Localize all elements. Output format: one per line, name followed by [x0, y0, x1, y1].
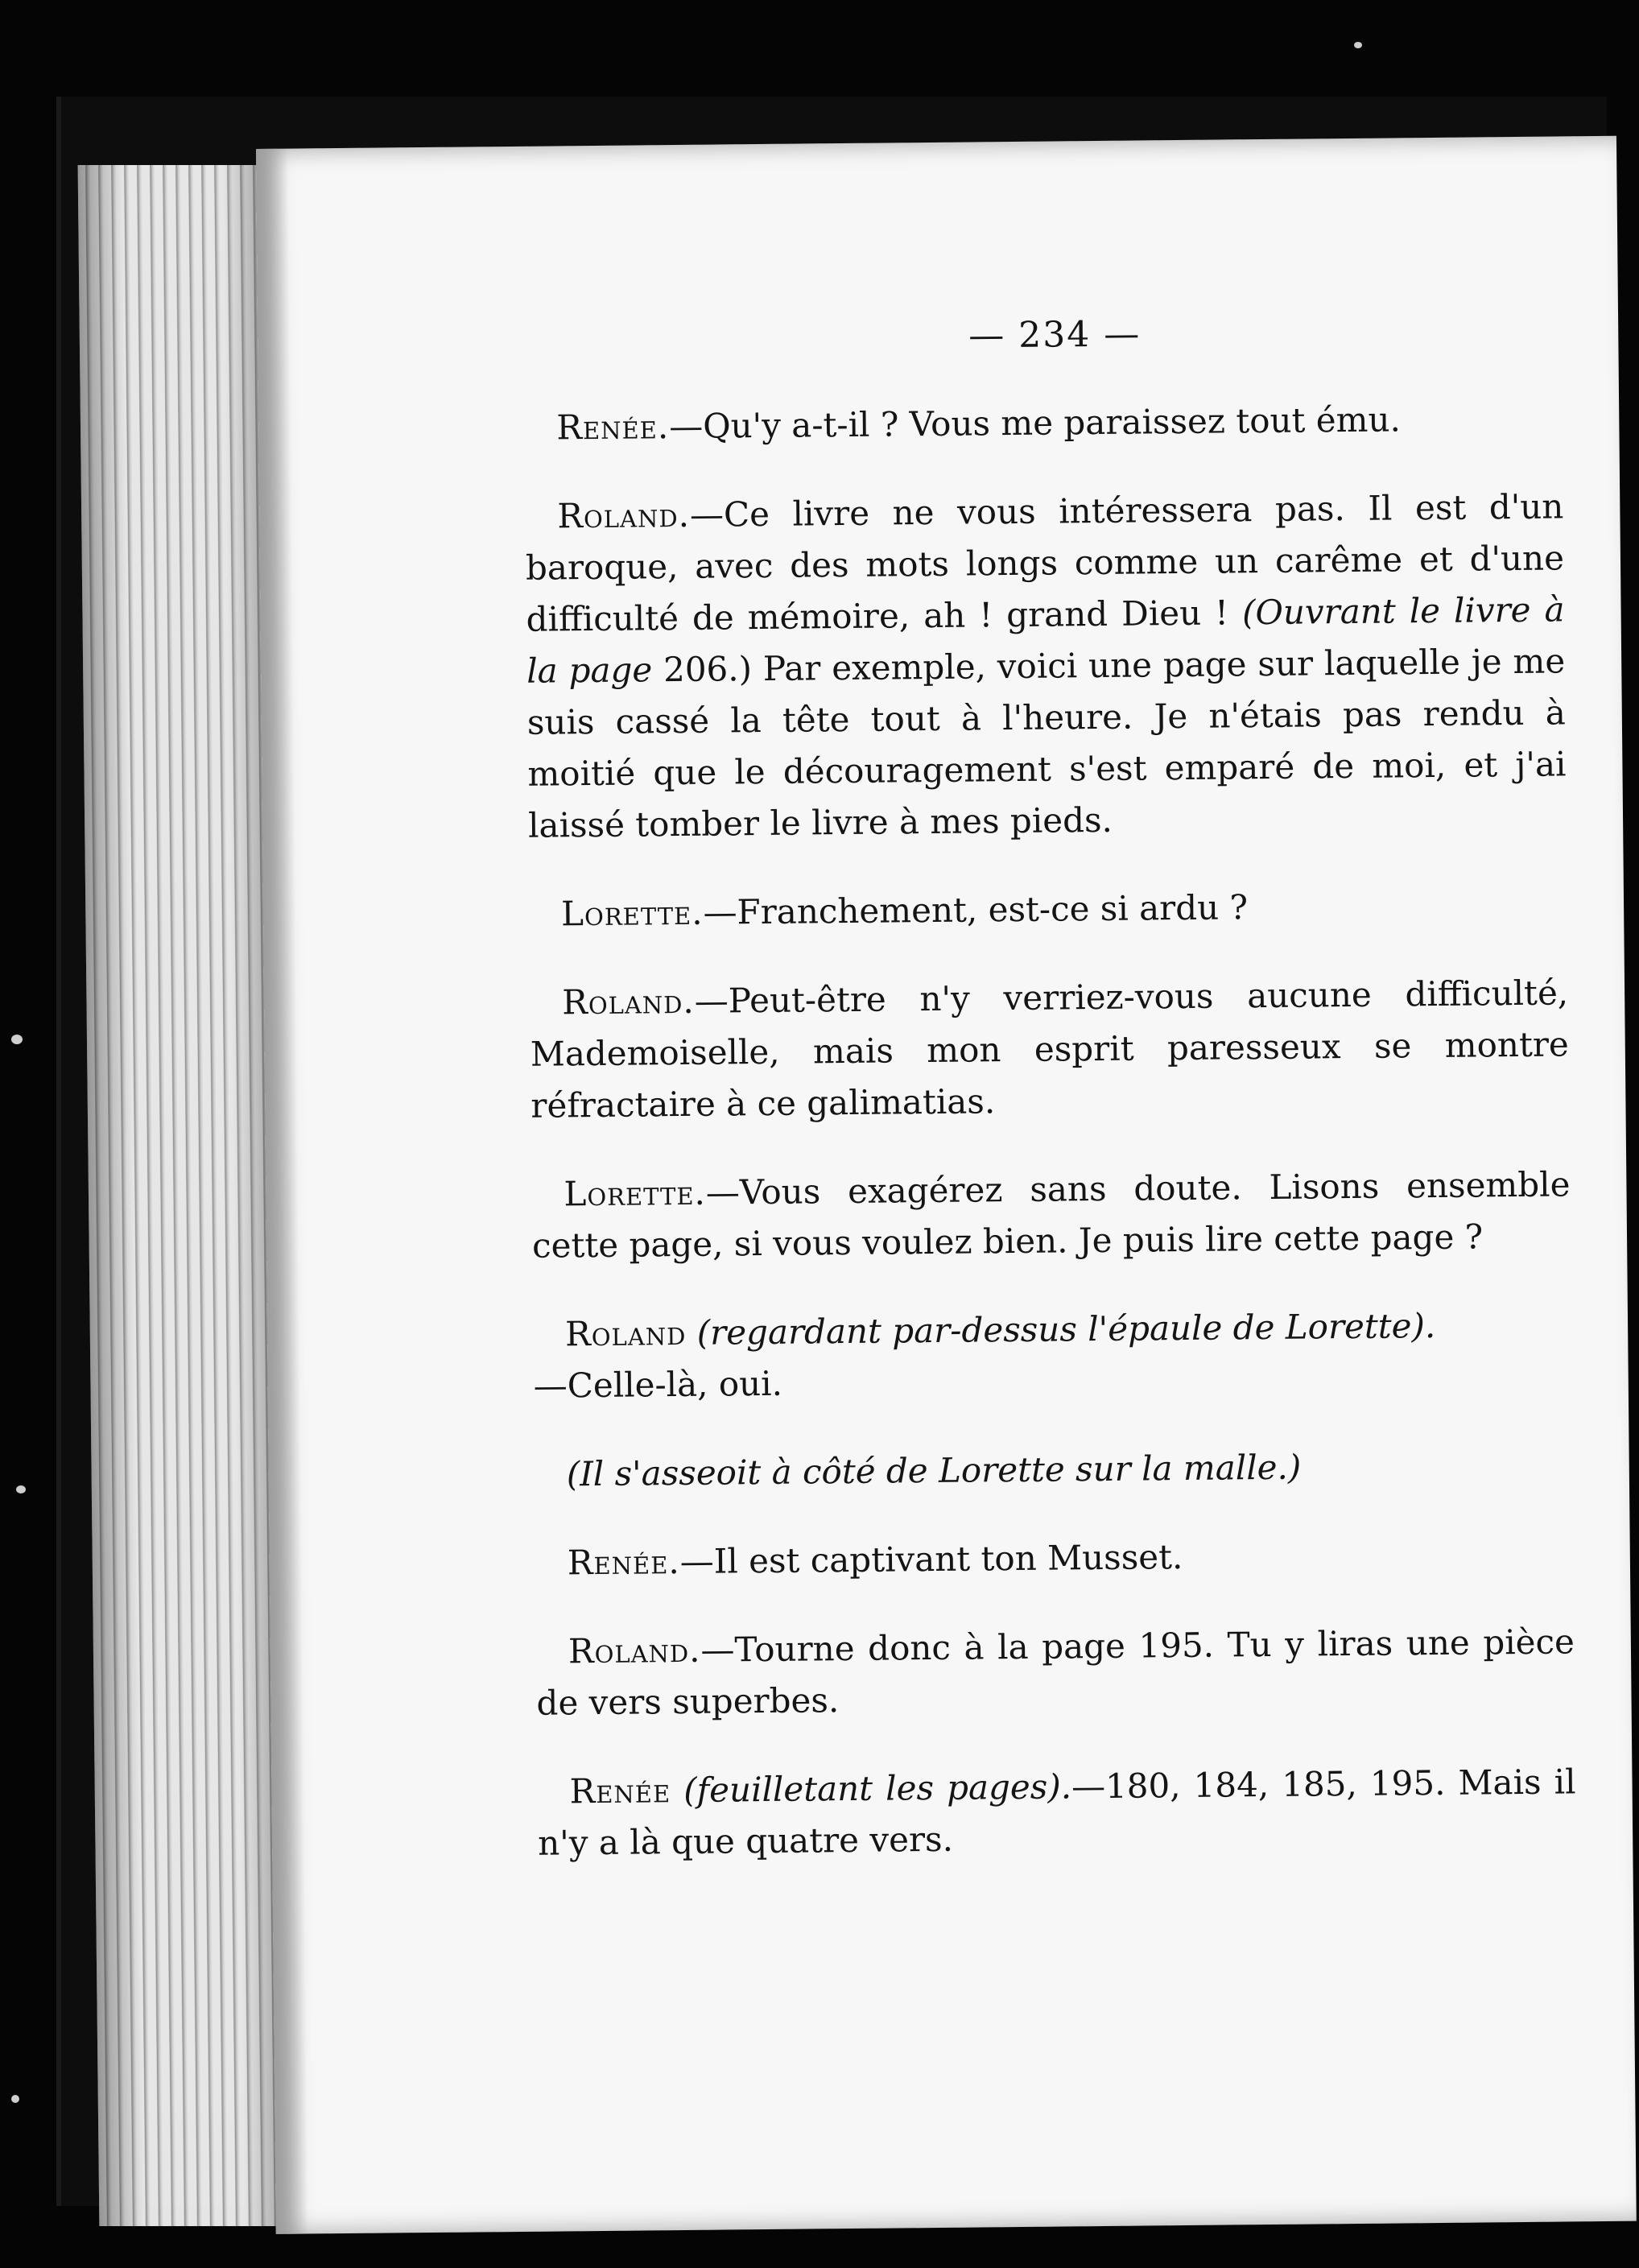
speaker-name: Lorette.	[564, 1172, 707, 1214]
stage-direction: (Ouvrant le livre à la page	[526, 589, 1565, 691]
dialogue-text: —180, 184, 185, 195. Mais il n'y a là que quatre vers.	[537, 1762, 1576, 1863]
dialogue-line	[537, 1756, 1576, 1869]
dialogue-line	[535, 1527, 1575, 1588]
dialogue-text: —Vous exagérez sans doute. Lisons ensemble cette page, si vous voulez bien. Je puis lire cette page ?	[531, 1164, 1571, 1266]
dialogue-text: —Tourne donc à la page 195. Tu y liras une pièce de vers superbes.	[536, 1621, 1575, 1723]
dialogue-text: —Peut-être n'y verriez-vous aucune difficulté, Mademoiselle, mais mon esprit paresseux se montre réfractaire à ce galimatias.	[530, 973, 1569, 1126]
stage-direction: (feuilletant les pages).	[683, 1766, 1072, 1810]
speaker-name: Renée	[569, 1770, 671, 1812]
speaker-name: Roland.	[568, 1630, 701, 1671]
stage-direction: (regardant par-dessus l'épaule de Lorette).	[696, 1306, 1436, 1353]
book-page	[256, 136, 1637, 2234]
page-number: — 234 —	[968, 313, 1142, 357]
stage-direction-line: (Il s'asseoit à côté de Lorette sur la malle.)	[566, 1447, 1302, 1494]
dialogue-text: —Il est captivant ton Musset.	[679, 1537, 1183, 1582]
dialogue-text: —Qu'y a-t-il ? Vous me paraissez tout ému.	[668, 399, 1402, 447]
dialogue-line	[536, 1616, 1575, 1729]
scan-speck	[11, 2095, 19, 2103]
dialogue-line	[533, 1299, 1572, 1411]
dialogue-line	[530, 967, 1570, 1131]
dialogue-line	[524, 392, 1563, 453]
dialogue-text: 206.) Par exemple, voici une page sur laquelle je me suis cassé la tête tout à l'heure. Je n'étais pas rendu à moitié que le découragement s'est emparé de moi, et j'ai laissé tomber le livre à mes pieds.	[526, 641, 1567, 845]
dialogue-line	[525, 481, 1567, 851]
dialogue-line	[531, 1159, 1571, 1271]
dialogue-text: —Franchement, est-ce si ardu ?	[703, 887, 1249, 932]
page-edges	[78, 165, 281, 2226]
dialogue-line	[529, 878, 1568, 940]
page-text	[523, 309, 1577, 1906]
scan-speck	[16, 1485, 26, 1493]
dialogue-text: —Celle-là, oui.	[533, 1363, 783, 1406]
speaker-name: Renée.	[567, 1542, 680, 1583]
scan-speck	[11, 1035, 23, 1044]
dialogue-text: —Ce livre ne vous intéressera pas. Il est d'un baroque, avec des mots longs comme un carême et d'une difficulté de mémoire, ah ! grand Dieu !	[525, 486, 1565, 639]
scan-speck	[1354, 42, 1362, 48]
speaker-name: Lorette.	[560, 892, 704, 934]
speaker-name: Renée.	[556, 407, 670, 448]
speaker-name: Roland.	[557, 494, 691, 536]
speaker-name: Roland.	[561, 981, 695, 1022]
speaker-name: Roland	[564, 1312, 687, 1354]
